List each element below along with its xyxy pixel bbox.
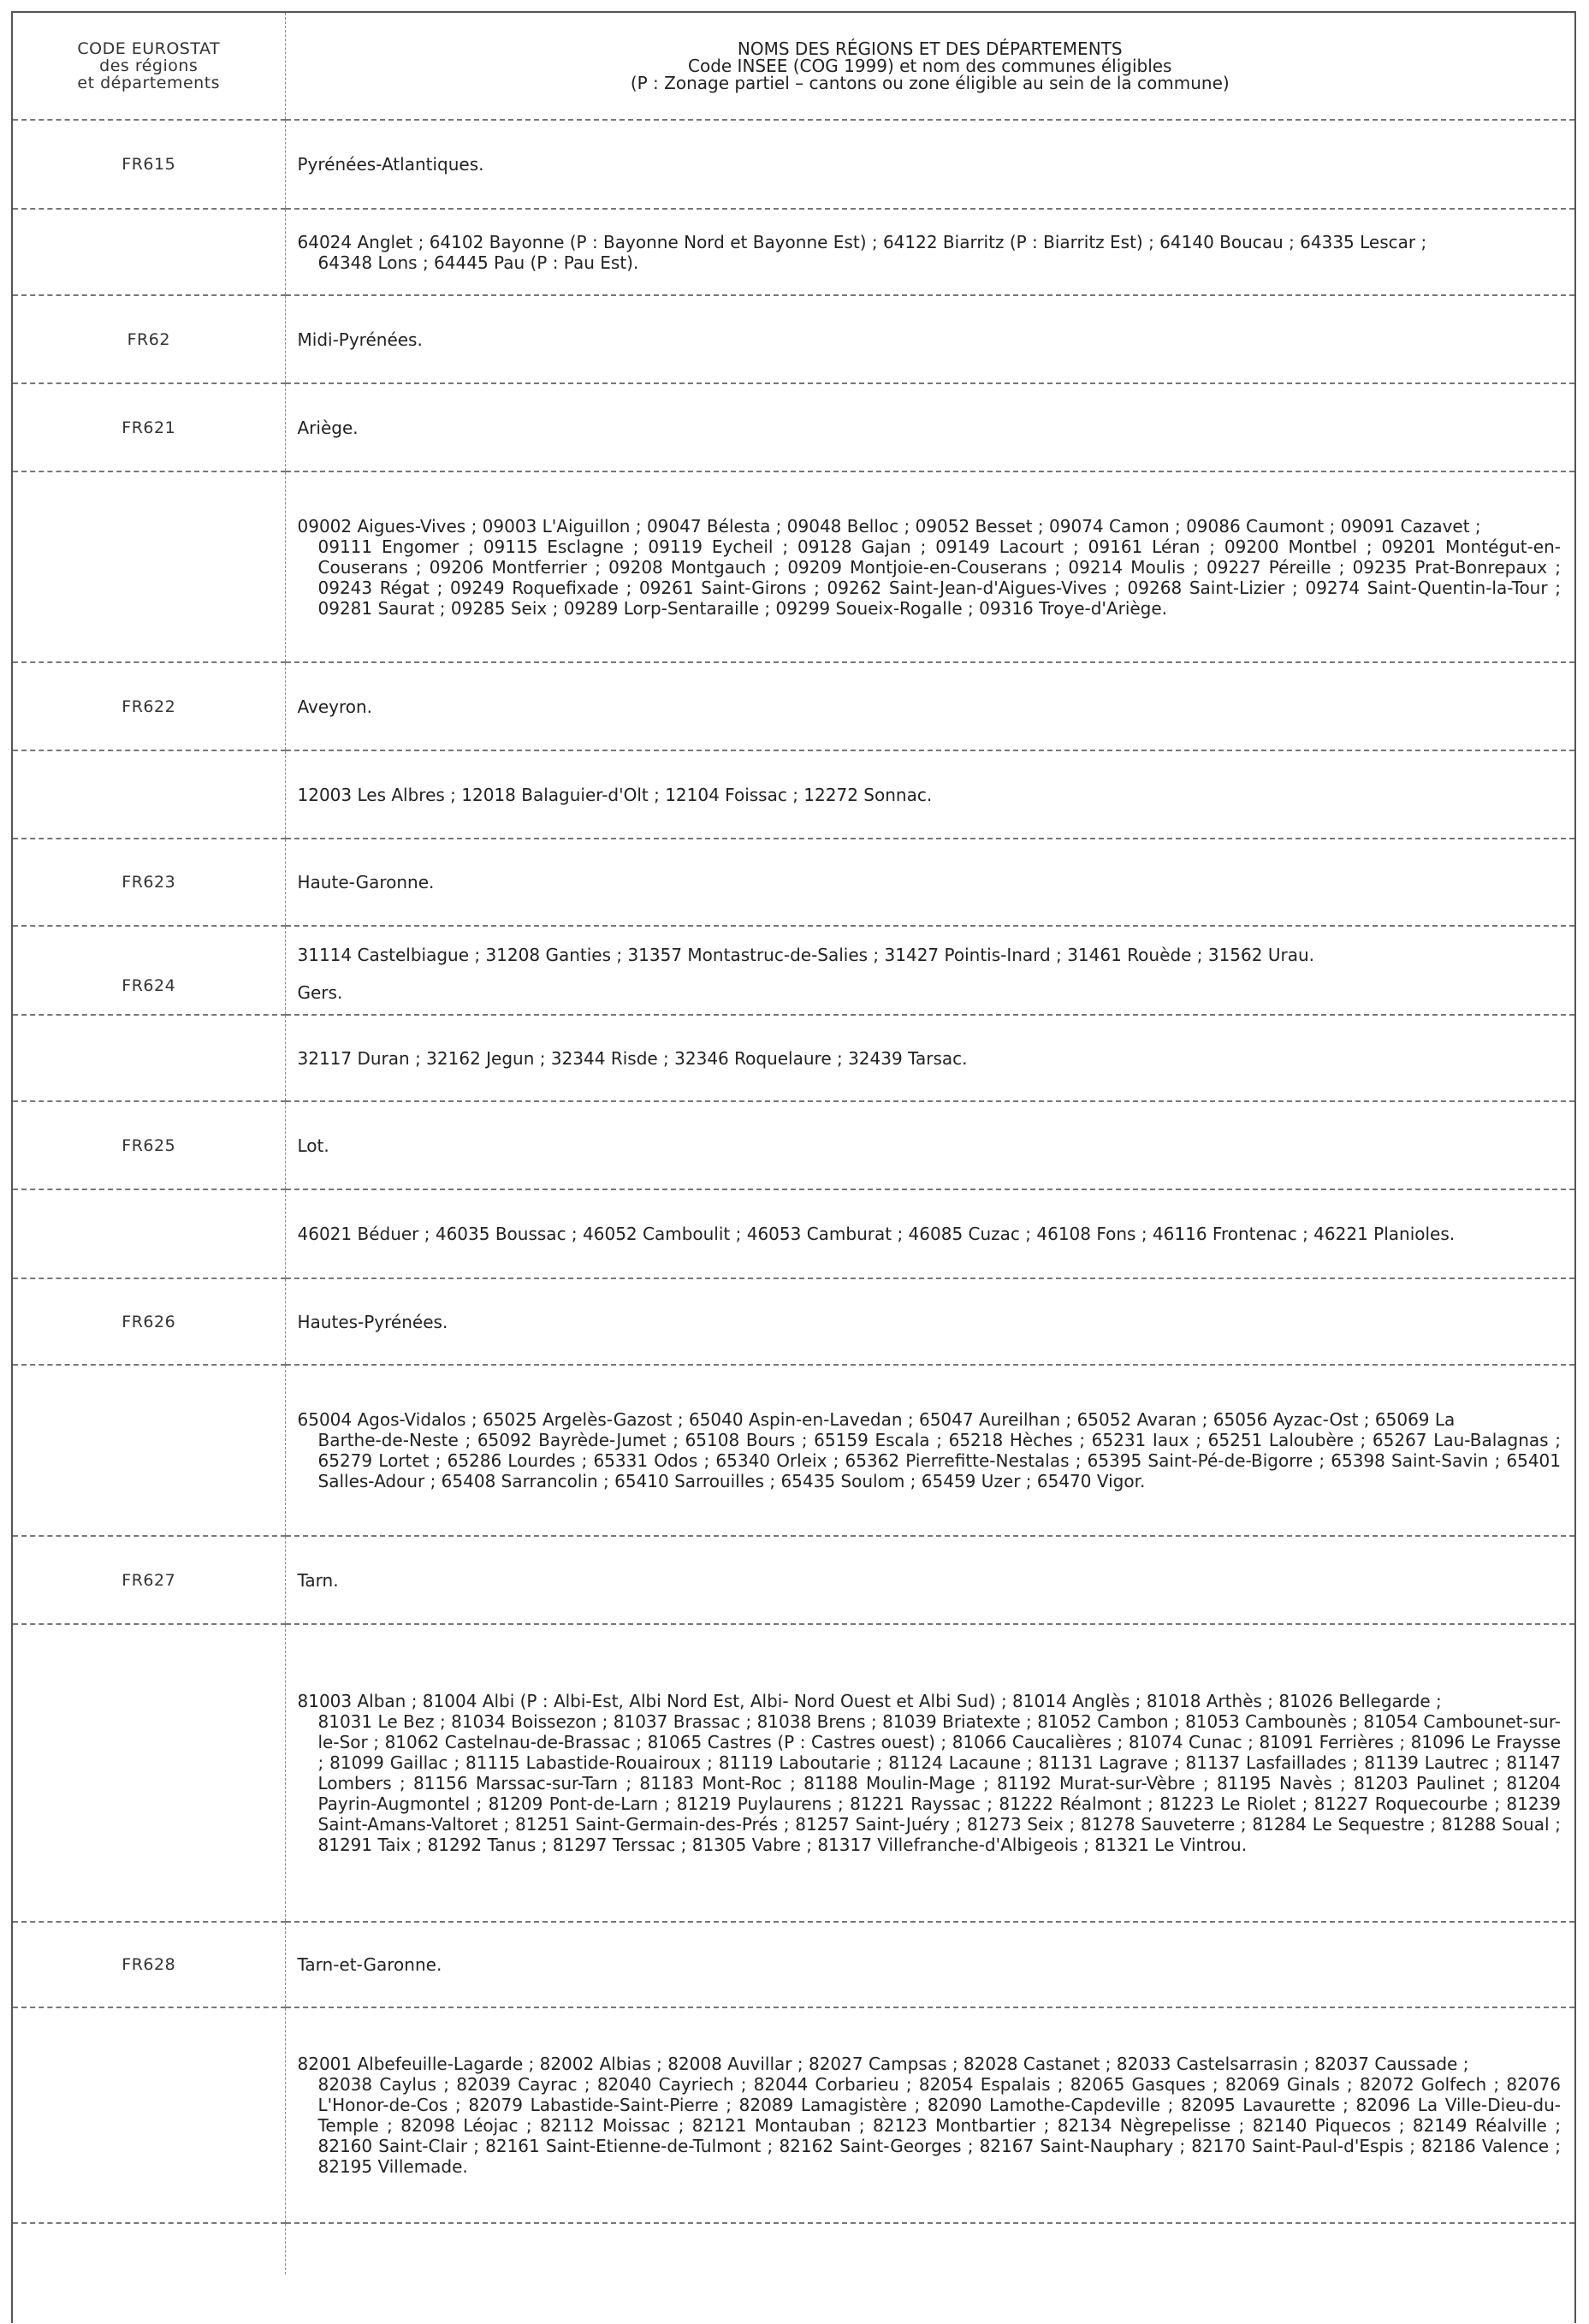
table-row xyxy=(13,1278,1574,1365)
eurostat-code: FR624 xyxy=(13,926,285,1015)
table-row xyxy=(13,1101,1574,1189)
regions-table xyxy=(13,13,1574,2274)
communes-text: 81003 Alban ; 81004 Albi (P : Albi-Est, Albi Nord Est, Albi- Nord Ouest et Albi Sud) ; 81014 Anglès ; 81018 Arthès ; 81026 Bellegarde ; xyxy=(297,1691,1442,1711)
communes-text: 65004 Agos-Vidalos ; 65025 Argelès-Gazost ; 65040 Aspin-en-Lavedan ; 65047 Aureilhan ; 65052 Avaran ; 65056 Ayzac-Ost ; 65069 La xyxy=(297,1409,1456,1430)
communes-cell xyxy=(285,1365,1574,1536)
table-row xyxy=(13,926,1574,1015)
department-name: Gers. xyxy=(297,982,343,1003)
eurostat-code: FR622 xyxy=(13,662,285,750)
eurostat-code-empty xyxy=(13,2007,285,2223)
department-name: Hautes-Pyrénées. xyxy=(285,1278,1574,1365)
eurostat-code: FR627 xyxy=(13,1536,285,1624)
header-names-line: (P : Zonage partiel – cantons ou zone éligible au sein de la commune) xyxy=(630,73,1230,93)
communes-text: 09002 Aigues-Vives ; 09003 L'Aiguillon ; 09047 Bélesta ; 09048 Belloc ; 09052 Besset ; 09074 Camon ; 09086 Caumont ; 09091 Cazavet ; xyxy=(297,515,1481,537)
communes-text: 64348 Lons ; 64445 Pau (P : Pau Est). xyxy=(317,252,639,273)
department-name: Ariège. xyxy=(285,383,1574,471)
eurostat-code: FR625 xyxy=(13,1101,285,1189)
header-code-line: des régions xyxy=(99,56,199,75)
eurostat-code-empty xyxy=(13,2223,285,2274)
communes-text: 81031 Le Bez ; 81034 Boissezon ; 81037 Brassac ; 81038 Brens ; 81039 Briatexte ; 81052 Cambon ; 81053 Cambounès ; 81054 Cambounet-sur-le-Sor ; 81062 Castelnau-de-Brassac ; 81065 Castres (P : Castres ouest) ; 81066 Caucalières ; 81074 Cunac ; 81091 Ferrières ; 81096 Le Fraysse ; 81099 Gaillac ; 81115 Labastide-Rouairoux ; 81119 Laboutarie ; 81124 Lacaune ; 81131 Lagrave ; 81137 Lasfaillades ; 81139 Lautrec ; 81147 Lombers ; 81156 Marssac-sur-Tarn ; 81183 Mont-Roc ; 81188 Moulin-Mage ; 81192 Murat-sur-Vèbre ; 81195 Navès ; 81203 Paulinet ; 81204 Payrin-Augmontel ; 81209 Pont-de-Larn ; 81219 Puylaurens ; 81221 Rayssac ; 81222 Réalmont ; 81223 Le Riolet ; 81227 Roquecourbe ; 81239 Saint-Amans-Valtoret ; 81251 Saint-Germain-des-Prés ; 81257 Saint-Juéry ; 81273 Seix ; 81278 Sauveterre ; 81284 Le Sequestre ; 81288 Soual ; 81291 Taix ; 81292 Tanus ; 81297 Terssac ; 81305 Vabre ; 81317 Villefranche-d'Albigeois ; 81321 Le Vintrou. xyxy=(317,1711,1561,1855)
communes-cell xyxy=(285,1015,1574,1101)
table-row-partial xyxy=(13,2223,1574,2274)
table-row xyxy=(13,1922,1574,2007)
communes-text: 09111 Engomer ; 09115 Esclagne ; 09119 Eycheil ; 09128 Gajan ; 09149 Lacourt ; 09161 Léran ; 09200 Montbel ; 09201 Montégut-en-Couserans ; 09206 Montferrier ; 09208 Montgauch ; 09209 Montjoie-en-Couserans ; 09214 Moulis ; 09227 Péreille ; 09235 Prat-Bonrepaux ; 09243 Régat ; 09249 Roquefixade ; 09261 Saint-Girons ; 09262 Saint-Jean-d'Aigues-Vives ; 09268 Saint-Lizier ; 09274 Saint-Quentin-la-Tour ; 09281 Saurat ; 09285 Seix ; 09289 Lorp-Sentaraille ; 09299 Soueix-Rogalle ; 09316 Troye-d'Ariège. xyxy=(317,536,1561,619)
eurostat-code: FR626 xyxy=(13,1278,285,1365)
table-header-row xyxy=(13,13,1574,120)
communes-text: Barthe-de-Neste ; 65092 Bayrède-Jumet ; 65108 Bours ; 65159 Escala ; 65218 Hèches ; 65231 Iaux ; 65251 Laloubère ; 65267 Lau-Balagnas ; 65279 Lortet ; 65286 Lourdes ; 65331 Odos ; 65340 Orleix ; 65362 Pierrefitte-Nestalas ; 65395 Saint-Pé-de-Bigorre ; 65398 Saint-Savin ; 65401 Salles-Adour ; 65408 Sarrancolin ; 65410 Sarrouilles ; 65435 Soulom ; 65459 Uzer ; 65470 Vigor. xyxy=(317,1430,1561,1491)
communes-and-department-cell xyxy=(285,926,1574,1015)
table-row xyxy=(13,662,1574,750)
region-name: Pyrénées-Atlantiques. xyxy=(285,120,1574,209)
header-code-column xyxy=(13,13,285,120)
eurostat-code-empty xyxy=(13,471,285,662)
communes-text: 82001 Albefeuille-Lagarde ; 82002 Albias ; 82008 Auvillar ; 82027 Campsas ; 82028 Castanet ; 82033 Castelsarrasin ; 82037 Caussade ; xyxy=(297,2054,1469,2074)
table-row xyxy=(13,839,1574,926)
communes-cell xyxy=(285,2007,1574,2223)
table-row xyxy=(13,471,1574,662)
eurostat-code-empty xyxy=(13,1015,285,1101)
department-name: Tarn-et-Garonne. xyxy=(285,1922,1574,2007)
table-row xyxy=(13,295,1574,383)
table-row xyxy=(13,1624,1574,1922)
header-names-line: Code INSEE (COG 1999) et nom des communes éligibles xyxy=(688,56,1172,76)
region-name: Midi-Pyrénées. xyxy=(285,295,1574,383)
eurostat-code-empty xyxy=(13,750,285,839)
communes-text: 31114 Castelbiague ; 31208 Ganties ; 31357 Montastruc-de-Salies ; 31427 Pointis-Inard ; 31461 Rouède ; 31562 Urau. xyxy=(297,945,1314,965)
eurostat-code: FR615 xyxy=(13,120,285,209)
eurostat-code: FR621 xyxy=(13,383,285,471)
table-row xyxy=(13,209,1574,295)
eurostat-code: FR628 xyxy=(13,1922,285,2007)
communes-cell-empty xyxy=(285,2223,1574,2274)
header-code-line: CODE EUROSTAT xyxy=(77,39,221,58)
department-name: Haute-Garonne. xyxy=(285,839,1574,926)
communes-cell xyxy=(285,471,1574,662)
eurostat-code-empty xyxy=(13,1365,285,1536)
department-name: Lot. xyxy=(285,1101,1574,1189)
eurostat-code: FR62 xyxy=(13,295,285,383)
header-names-column xyxy=(285,13,1574,120)
table-row xyxy=(13,750,1574,839)
table-row xyxy=(13,1536,1574,1624)
communes-text: 82038 Caylus ; 82039 Cayrac ; 82040 Cayriech ; 82044 Corbarieu ; 82054 Espalais ; 82065 Gasques ; 82069 Ginals ; 82072 Golfech ; 82076 L'Honor-de-Cos ; 82079 Labastide-Saint-Pierre ; 82089 Lamagistère ; 82090 Lamothe-Capdeville ; 82095 Lavaurette ; 82096 La Ville-Dieu-du-Temple ; 82098 Léojac ; 82112 Moissac ; 82121 Montauban ; 82123 Montbartier ; 82134 Nègrepelisse ; 82140 Piquecos ; 82149 Réalville ; 82160 Saint-Clair ; 82161 Saint-Etienne-de-Tulmont ; 82162 Saint-Georges ; 82167 Saint-Nauphary ; 82170 Saint-Paul-d'Espis ; 82186 Valence ; 82195 Villemade. xyxy=(317,2074,1561,2177)
communes-cell xyxy=(285,209,1574,295)
table-row xyxy=(13,120,1574,209)
table-row xyxy=(13,2007,1574,2223)
eurostat-code-empty xyxy=(13,209,285,295)
communes-text: 46021 Béduer ; 46035 Boussac ; 46052 Camboulit ; 46053 Camburat ; 46085 Cuzac ; 46108 Fons ; 46116 Frontenac ; 46221 Planioles. xyxy=(297,1224,1456,1244)
communes-text: 12003 Les Albres ; 12018 Balaguier-d'Olt ; 12104 Foissac ; 12272 Sonnac. xyxy=(297,784,933,805)
department-name: Aveyron. xyxy=(285,662,1574,750)
header-code-line: et départements xyxy=(77,74,221,92)
communes-text: 64024 Anglet ; 64102 Bayonne (P : Bayonne Nord et Bayonne Est) ; 64122 Biarritz (P : Biarritz Est) ; 64140 Boucau ; 64335 Lescar ; xyxy=(297,231,1427,252)
communes-cell xyxy=(285,1189,1574,1278)
eurostat-code: FR623 xyxy=(13,839,285,926)
department-name: Tarn. xyxy=(285,1536,1574,1624)
table-row xyxy=(13,1365,1574,1536)
communes-cell xyxy=(285,750,1574,839)
table-row xyxy=(13,383,1574,471)
table-row xyxy=(13,1015,1574,1101)
eurostat-code-empty xyxy=(13,1624,285,1922)
communes-text: 32117 Duran ; 32162 Jegun ; 32344 Risde ; 32346 Roquelaure ; 32439 Tarsac. xyxy=(297,1047,968,1069)
document-page xyxy=(11,11,1576,2323)
table-row xyxy=(13,1189,1574,1278)
communes-cell xyxy=(285,1624,1574,1922)
eurostat-code-empty xyxy=(13,1189,285,1278)
header-names-line: NOMS DES RÉGIONS ET DES DÉPARTEMENTS xyxy=(737,39,1123,59)
